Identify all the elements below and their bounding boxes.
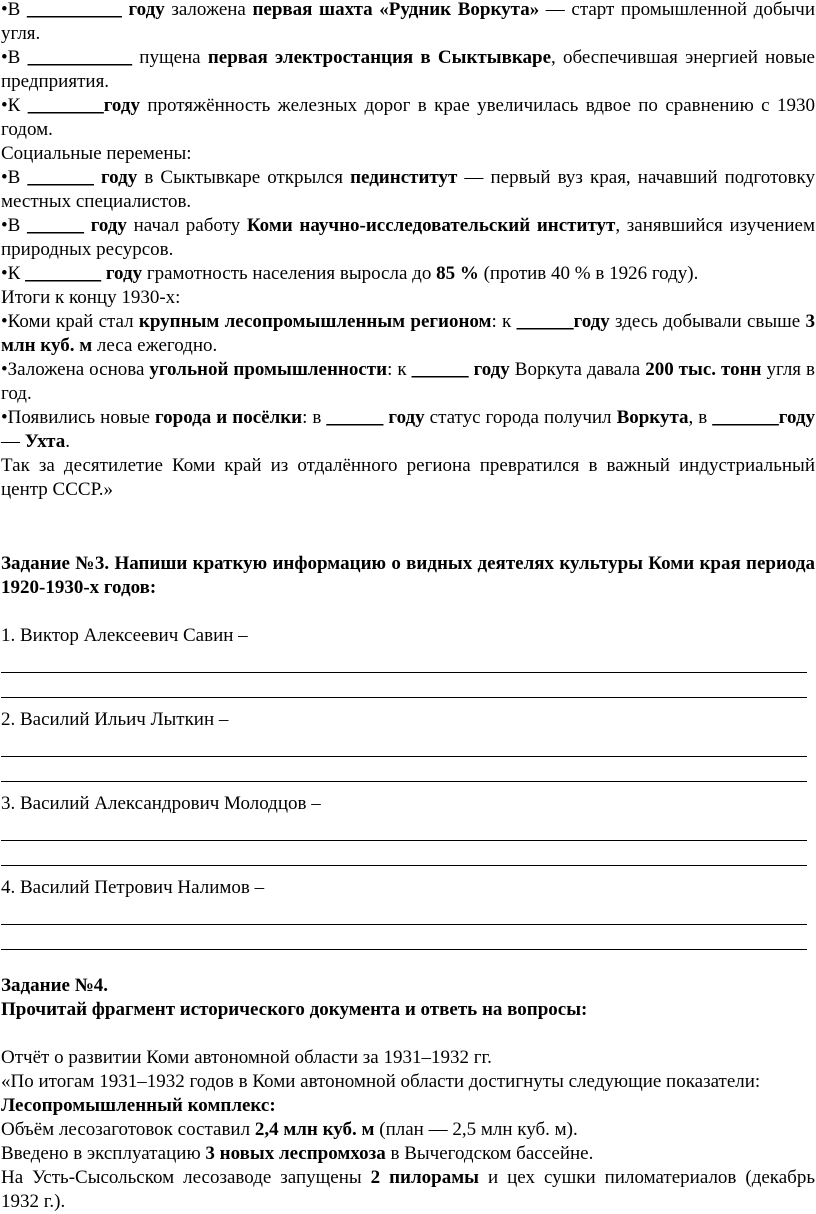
- person-name: 2. Василий Ильич Лыткин –: [1, 709, 229, 730]
- bullet-icon: •: [1, 47, 8, 68]
- bullet-item: [1, 94, 815, 142]
- fill-in-blank: ________: [27, 95, 104, 116]
- fill-in-blank: ______: [411, 359, 469, 380]
- text-segment: пущена: [132, 47, 208, 68]
- text-segment: начал работу: [126, 215, 247, 236]
- bold-term: 3 новых леспромхоза: [205, 1143, 386, 1164]
- document-intro: «По итогам 1931–1932 годов в Коми автономной области достигнуты следующие показатели:: [1, 1071, 761, 1092]
- section-heading: Лесопромышленный комплекс:: [1, 1095, 276, 1116]
- bold-term: города и посёлки: [155, 407, 303, 428]
- person-block: [1, 792, 815, 866]
- bold-term: году: [778, 407, 816, 428]
- bullet-item: [1, 262, 815, 286]
- heading-social-changes: Социальные перемены:: [1, 143, 192, 164]
- document-page: [1, 0, 815, 1214]
- text-segment: : в: [302, 407, 327, 428]
- bullet-icon: •: [1, 167, 8, 188]
- text-segment: В: [7, 215, 28, 236]
- text-segment: [84, 215, 91, 236]
- task4-title: Задание №4.: [1, 975, 109, 996]
- text-segment: , занявшийся изучением природных ресурсов.: [1, 215, 815, 260]
- text-segment: здесь добывали свыше: [609, 311, 806, 332]
- bullet-icon: •: [1, 215, 8, 236]
- fill-in-blank: ___________: [27, 47, 133, 68]
- text-segment: В: [7, 167, 28, 188]
- bold-term: году: [388, 407, 425, 428]
- social-list: [1, 166, 815, 286]
- person-name: 4. Василий Петрович Налимов –: [1, 877, 265, 898]
- answer-line[interactable]: [1, 816, 807, 841]
- text-segment: грамотность населения выросла до: [142, 263, 437, 284]
- text-segment: заложена: [164, 0, 253, 20]
- person-block: [1, 624, 815, 698]
- text-segment: статус города получил: [424, 407, 617, 428]
- bullet-icon: •: [1, 0, 8, 20]
- text-segment: леса ежегодно.: [92, 335, 218, 356]
- bold-term: пединститут: [350, 167, 458, 188]
- bold-term: Воркута: [616, 407, 689, 428]
- heading-results: Итоги к концу 1930-х:: [1, 287, 181, 308]
- forestry-lines: [1, 1118, 815, 1214]
- text-segment: протяжённость железных дорог в крае увеличилась вдвое по сравнению с 1930 годом.: [1, 95, 815, 140]
- bold-term: крупным лесопромышленным регионом: [138, 311, 492, 332]
- document-line: [1, 1142, 815, 1166]
- text-segment: и цех сушки пиломатериалов (декабрь 1932 г.).: [1, 1167, 816, 1212]
- text-segment: Объём лесозаготовок составил: [1, 1119, 255, 1140]
- fill-in-blank: _______: [27, 167, 94, 188]
- text-segment: в Сыктывкаре открылся: [137, 167, 351, 188]
- answer-line[interactable]: [1, 732, 807, 757]
- closing-paragraph: Так за десятилетие Коми край из отдалённого региона превратился в важный индустриальный центр СССР.»: [1, 455, 815, 500]
- bullet-item: [1, 0, 815, 46]
- task3-people: [1, 624, 815, 950]
- task4-subtitle: Прочитай фрагмент исторического документа и ответь на вопросы:: [1, 999, 588, 1020]
- bullet-icon: •: [1, 311, 8, 332]
- fill-in-blank: ______: [27, 215, 85, 236]
- fill-in-blank: ________: [25, 263, 102, 284]
- bold-term: году: [473, 359, 510, 380]
- fill-in-blank: ______: [516, 311, 574, 332]
- text-segment: [94, 167, 101, 188]
- text-segment: В: [7, 0, 27, 20]
- bold-term: году: [101, 167, 138, 188]
- text-segment: в Вычегодском бассейне.: [385, 1143, 594, 1164]
- bold-term: году: [128, 0, 165, 20]
- person-name: 1. Виктор Алексеевич Савин –: [1, 625, 248, 646]
- text-segment: [122, 0, 129, 20]
- bold-term: Коми научно-исследовательский институт: [246, 215, 616, 236]
- task3-title: Задание №3. Напиши краткую информацию о видных деятелях культуры Коми края периода 1920-1930-х годов:: [1, 553, 815, 598]
- industry-list: [1, 0, 815, 142]
- bullet-item: [1, 214, 815, 262]
- answer-line[interactable]: [1, 648, 807, 673]
- bold-term: Ухта: [24, 431, 66, 452]
- bold-term: 2 пилорамы: [370, 1167, 479, 1188]
- text-segment: Коми край стал: [7, 311, 139, 332]
- answer-line[interactable]: [1, 925, 807, 950]
- document-line: [1, 1166, 815, 1214]
- text-segment: — старт промышленной добычи угля.: [1, 0, 815, 44]
- bold-term: году: [105, 263, 143, 284]
- bold-term: 3 млн куб. м: [1, 311, 816, 356]
- text-segment: : к: [491, 311, 517, 332]
- document-title: Отчёт о развитии Коми автономной области за 1931–1932 гг.: [1, 1047, 492, 1068]
- person-name: 3. Василий Александрович Молодцов –: [1, 793, 321, 814]
- person-block: [1, 876, 815, 950]
- text-segment: угля в год.: [1, 359, 815, 404]
- text-segment: (против 40 % в 1926 году).: [478, 263, 699, 284]
- text-segment: К: [7, 95, 28, 116]
- answer-line[interactable]: [1, 900, 807, 925]
- text-segment: — первый вуз края, начавший подготовку местных специалистов.: [1, 167, 815, 212]
- text-segment: .: [65, 431, 70, 452]
- bold-term: году: [90, 215, 127, 236]
- text-segment: Воркута давала: [509, 359, 646, 380]
- fill-in-blank: ______: [326, 407, 384, 428]
- answer-line[interactable]: [1, 841, 807, 866]
- text-segment: , в: [688, 407, 713, 428]
- person-block: [1, 708, 815, 782]
- answer-line[interactable]: [1, 757, 807, 782]
- bullet-icon: •: [1, 95, 8, 116]
- document-line: [1, 1118, 815, 1142]
- bold-term: первая шахта «Рудник Воркута»: [252, 0, 540, 20]
- text-segment: Введено в эксплуатацию: [1, 1143, 206, 1164]
- bold-term: угольной промышленности: [149, 359, 388, 380]
- text-segment: —: [1, 431, 25, 452]
- bold-term: 2,4 млн куб. м: [254, 1119, 375, 1140]
- fill-in-blank: _______: [712, 407, 779, 428]
- bullet-item: [1, 166, 815, 214]
- text-segment: , обеспечившая энергией новые предприятия.: [1, 47, 815, 92]
- bullet-item: [1, 406, 815, 454]
- bullet-item: [1, 358, 815, 406]
- answer-line[interactable]: [1, 673, 807, 698]
- text-segment: В: [7, 47, 28, 68]
- results-list: [1, 310, 815, 454]
- bold-term: первая электростанция в Сыктывкаре: [207, 47, 552, 68]
- bullet-icon: •: [1, 407, 8, 428]
- fill-in-blank: __________: [26, 0, 122, 20]
- bullet-icon: •: [1, 359, 8, 380]
- bullet-item: [1, 46, 815, 94]
- bullet-item: [1, 310, 815, 358]
- bold-term: году: [573, 311, 610, 332]
- text-segment: На Усть-Сысольском лесозаводе запущены: [1, 1167, 371, 1188]
- bold-term: 200 тыс. тонн: [645, 359, 762, 380]
- text-segment: К: [7, 263, 26, 284]
- text-segment: : к: [387, 359, 412, 380]
- bullet-icon: •: [1, 263, 8, 284]
- text-segment: Появились новые: [7, 407, 155, 428]
- bold-term: году: [103, 95, 140, 116]
- text-segment: (план — 2,5 млн куб. м).: [374, 1119, 578, 1140]
- bold-term: 85 %: [436, 263, 479, 284]
- text-segment: Заложена основа: [7, 359, 150, 380]
